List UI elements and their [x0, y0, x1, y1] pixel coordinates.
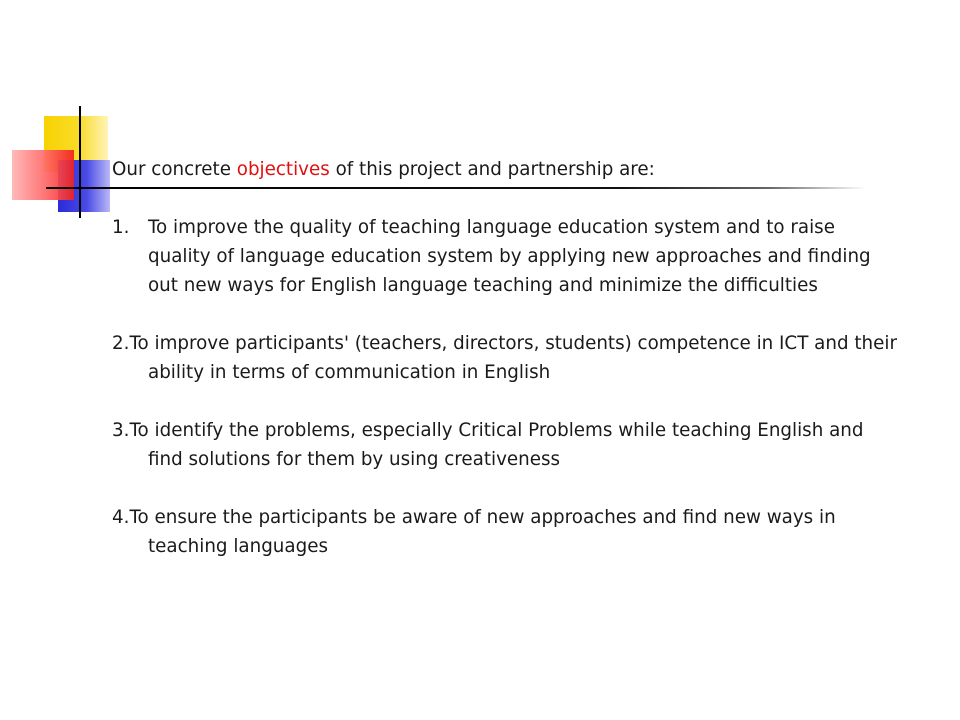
decor-red-square — [12, 150, 74, 200]
intro-highlight: objectives — [236, 159, 330, 180]
intro-before: Our concrete — [112, 159, 237, 180]
objective-text: To improve the quality of teaching language education system and to raise quality of language education system by applying new approaches and finding out new ways for English language teaching and minimize the difficulties — [148, 217, 871, 296]
objectives-list — [112, 213, 902, 561]
slide-body — [112, 155, 902, 561]
objective-text: To improve participants' (teachers, directors, students) competence in ICT and their ability in terms of communication in English — [129, 333, 897, 383]
objective-item-1 — [112, 213, 902, 300]
intro-after: of this project and partnership are: — [329, 159, 655, 180]
objective-number: 2. — [112, 333, 130, 354]
objective-number: 1. — [112, 217, 130, 238]
objective-item-4 — [112, 503, 902, 561]
objective-text: To identify the problems, especially Critical Problems while teaching English and find solutions for them by using creativeness — [129, 420, 864, 470]
objective-text: To ensure the participants be aware of new approaches and find new ways in teaching languages — [129, 507, 836, 557]
objective-number: 3. — [112, 420, 130, 441]
intro-line — [112, 155, 902, 184]
objective-item-2 — [112, 329, 902, 387]
objective-number: 4. — [112, 507, 130, 528]
decor-vertical-line — [79, 106, 81, 218]
objective-item-3 — [112, 416, 902, 474]
